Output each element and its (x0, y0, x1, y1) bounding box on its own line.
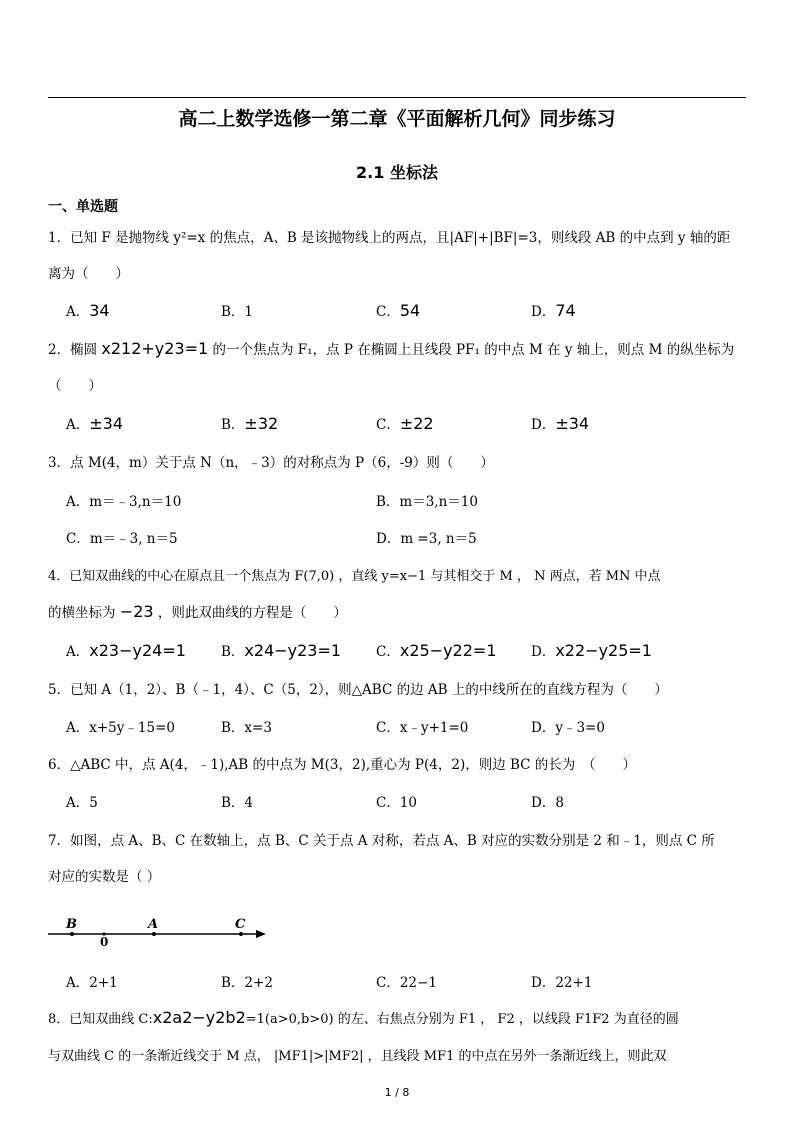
q4-stem-line1: 4．已知双曲线的中心在原点且一个焦点为 F(7,0) ，直线 y=x−1 与其相交于 M ， N 两点，若 MN 中点 (48, 569, 661, 584)
q5-option-b: B．x=3 (221, 720, 272, 736)
q7-option-b: B．2+2 (221, 975, 273, 991)
q5-option-d: D．y﹣3=0 (531, 720, 605, 736)
q4-option-b: B．x24−y23=1 (221, 641, 342, 660)
q4-option-a: A．x23−y24=1 (66, 641, 186, 660)
q7-option-a: A．2+1 (66, 975, 118, 991)
q5-option-a: A．x+5y﹣15=0 (66, 720, 175, 736)
q3-option-d: D．m =3, n＝5 (376, 531, 477, 547)
section-heading: 一、单选题 (48, 199, 118, 215)
q7-stem-line2: 对应的实数是（ ） (48, 869, 161, 885)
q4-option-d: D．x22−y25=1 (531, 641, 652, 660)
q1-option-c: C．54 (376, 301, 421, 320)
q3-stem: 3．点 M(4，m）关于点 N（n，﹣3）的对称点为 P（6，-9）则（ ） (48, 455, 494, 471)
point-a-label: A (148, 917, 159, 932)
q8-stem-line2: 与双曲线 C 的一条渐近线交于 M 点， |MF1|>|MF2| ，且线段 MF1 的中点在另外一条渐近线上，则此双 (48, 1049, 667, 1064)
q6-option-c: C．10 (376, 795, 418, 811)
q2-option-d: D．±34 (531, 414, 590, 433)
page-title: 高二上数学选修一第二章《平面解析几何》同步练习 (178, 108, 616, 130)
q6-option-a: A．5 (66, 795, 98, 811)
point-a-dot (152, 932, 156, 936)
q2-option-b: B．±32 (221, 414, 279, 433)
page-number: 1 / 8 (384, 1086, 410, 1099)
q1-stem-line1: 1．已知 F 是抛物线 y²=x 的焦点，A、B 是该抛物线上的两点，且|AF|+|BF|=3，则线段 AB 的中点到 y 轴的距 (48, 230, 731, 246)
q3-option-b: B．m＝3,n＝10 (376, 494, 478, 510)
header-rule (48, 97, 746, 98)
q1-option-d: D．74 (531, 301, 576, 320)
q3-option-c: C．m＝﹣3, n＝5 (66, 531, 178, 547)
point-b-dot (70, 932, 74, 936)
origin-label: 0 (100, 935, 109, 949)
q8-stem-line1: 8．已知双曲线 C:x2a2−y2b2=1(a>0,b>0) 的左、右焦点分别为 F1 ， F2 ，以线段 F1F2 为直径的圆 (48, 1008, 679, 1027)
number-line-figure (44, 910, 274, 950)
q6-stem: 6．△ABC 中，点 A(4，﹣1),AB 的中点为 M(3，2),重心为 P(4，2)，则边 BC 的长为 （ ） (48, 757, 637, 773)
section-subtitle: 2.1 坐标法 (356, 163, 438, 182)
q7-stem-line1: 7．如图，点 A、B、C 在数轴上，点 B、C 关于点 A 对称，若点 A、B 对应的实数分别是 2 和﹣1，则点 C 所 (48, 833, 715, 849)
q1-option-b: B．1 (221, 304, 254, 320)
q1-stem-line2: 离为（ ） (48, 266, 129, 282)
q2-option-a: A．±34 (66, 414, 124, 433)
point-b-label: B (66, 917, 77, 932)
q4-stem-line2: 的横坐标为 −23 ，则此双曲线的方程是（ ） (48, 602, 347, 621)
q2-stem-line1: 2．椭圆 x212+y23=1 的一个焦点为 F₁，点 P 在椭圆上且线段 PF₁ 的中点 M 在 y 轴上，则点 M 的纵坐标为 (48, 339, 735, 358)
q2-option-c: C．±22 (376, 414, 434, 433)
number-line-arrow (256, 930, 266, 938)
q7-option-c: C．22−1 (376, 975, 437, 991)
q5-option-c: C．x﹣y+1=0 (376, 720, 469, 736)
q1-option-a: A．34 (66, 301, 110, 320)
q2-stem-line2: （ ） (48, 378, 102, 394)
q6-option-d: D．8 (531, 795, 564, 811)
q6-option-b: B．4 (221, 795, 254, 811)
q3-option-a: A．m＝﹣3,n＝10 (66, 494, 182, 510)
point-c-dot (239, 932, 243, 936)
q7-option-d: D．22+1 (531, 975, 593, 991)
q4-option-c: C．x25−y22=1 (376, 641, 497, 660)
q5-stem: 5．已知 A（1，2）、B（﹣1，4）、C（5，2），则△ABC 的边 AB 上的中线所在的直线方程为（ ） (48, 682, 668, 698)
point-c-label: C (235, 917, 246, 932)
